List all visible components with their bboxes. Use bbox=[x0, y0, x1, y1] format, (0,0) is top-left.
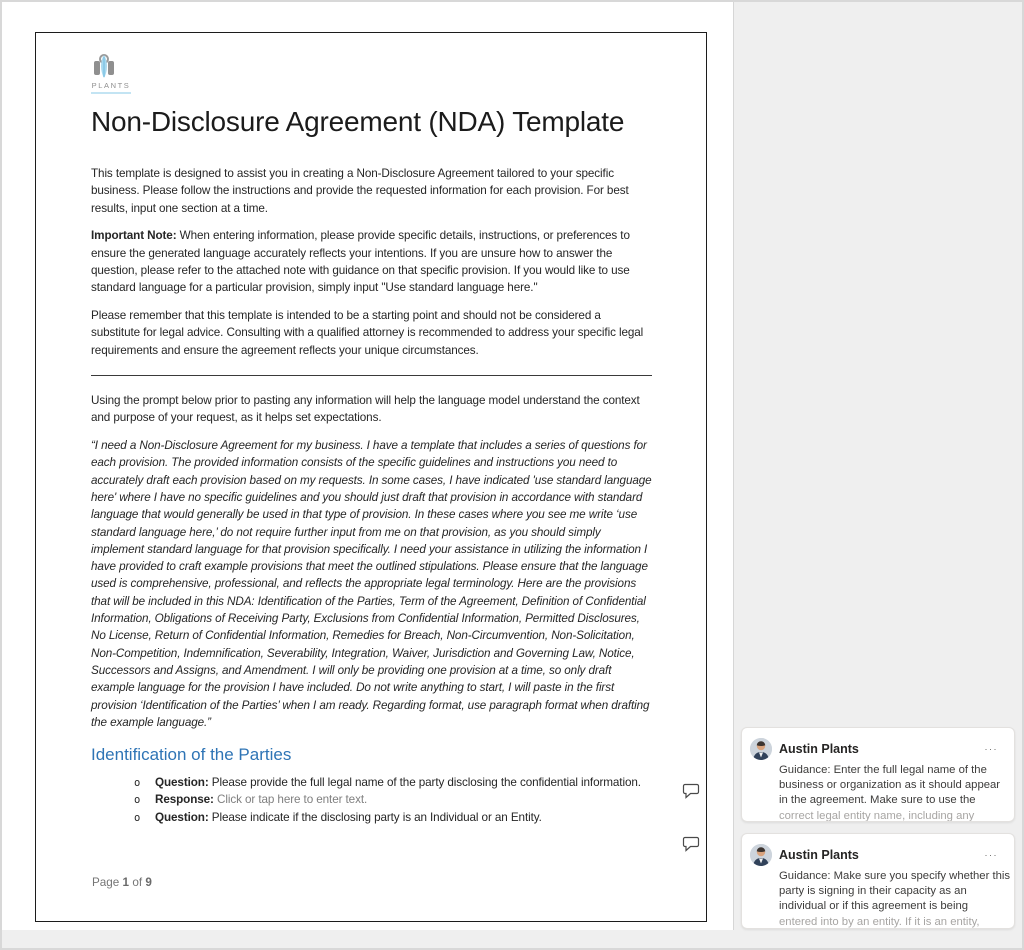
comment-text: Guidance: Enter the full legal name of the business or organization as it should appear in the agreement. Make sure to use the bbox=[779, 764, 1001, 807]
list-bullet: o bbox=[134, 811, 141, 824]
page-number-footer: Page 1 of 9 bbox=[92, 876, 152, 889]
comment-bubble-icon-2[interactable] bbox=[682, 836, 702, 852]
comment-author-name: Austin Plants bbox=[779, 742, 859, 756]
important-note-text: When entering information, please provide specific details, instructions, or preferences to ensure the generated language accurately reflects your intentions. If you are unsure how to answer the question, please refer to the attached note with guidance on that specific provision. If you would like to use standard language for a particular provision, simply input "Use standard language here." bbox=[91, 229, 630, 295]
current-page-number: 1 bbox=[122, 876, 130, 889]
response-label: Response: bbox=[155, 793, 214, 807]
disclaimer-paragraph: Please remember that this template is intended to be a starting point and should not be considered a substitute for legal advice. Consulting with a qualified attorney is recommended to address your specific legal requirements and ensure the agreement reflects your unique circumstances. bbox=[91, 309, 644, 357]
editor-canvas bbox=[2, 2, 734, 930]
logo-wordmark: PLANTS bbox=[91, 81, 131, 94]
document-page[interactable] bbox=[35, 32, 707, 922]
list-item-response bbox=[91, 791, 661, 808]
question-label: Question: bbox=[155, 776, 209, 790]
horizontal-divider bbox=[91, 375, 652, 376]
list-bullet: o bbox=[134, 777, 141, 790]
prompt-quote-paragraph: “I need a Non-Disclosure Agreement for my business. I have a template that includes a series of questions for each provision. The provided information consists of the specific guidelines and instructions you need to accurately draft each provision based on my requests. In some cases, I have indicated 'use standard language here' where I have no specific guidelines and you should just draft that provision in accordance with standard language that would generally be used in that type of provision. In these cases where you see me write ‘use standard language here,’ do not require further input from me on that provision, as you should simply implement standard language for that provision specifically. I need your assistance in utilizing the information I have provided to craft example provisions that meet the outlined stipulations. Please ensure that the language used is comprehensive, professional, and reflects the appropriate legal terminology. Here are the provisions that will be included in this NDA: Identification of the Parties, Term of the Agreement, Definition of Confidential Information, Obligations of Receiving Party, Exclusions from Confidential Information, Permitted Disclosures, No License, Return of Confidential Information, Remedies for Breach, Non-Circumvention, Non-Solicitation, Non-Competition, Indemnification, Severability, Integration, Waiver, Jurisdiction and Governing Law, Notice, Successors and Assigns, and Amendment. I will only be providing one provision at a time, so only draft example language for the provision I have included. Do not write anything to start, I will paste in the first provision ‘Identification of the Parties’ when I am ready. Regarding format, use paragraph format when drafting the example language.” bbox=[91, 439, 652, 729]
avatar bbox=[750, 844, 772, 866]
comment-card-2[interactable] bbox=[741, 833, 1015, 929]
section-heading-identification: Identification of the Parties bbox=[91, 745, 292, 765]
more-options-icon[interactable]: ··· bbox=[984, 849, 998, 860]
more-options-icon[interactable]: ··· bbox=[984, 743, 998, 754]
avatar bbox=[750, 738, 772, 760]
comment-card-1[interactable] bbox=[741, 727, 1015, 822]
comment-author-name: Austin Plants bbox=[779, 848, 859, 862]
question-text: Please provide the full legal name of the party disclosing the confidential information. bbox=[211, 776, 641, 790]
list-item-question-2 bbox=[91, 809, 661, 826]
company-logo bbox=[91, 53, 135, 94]
total-page-number: 9 bbox=[145, 876, 152, 889]
prompt-intro-paragraph: Using the prompt below prior to pasting any information will help the language model understand the context and purpose of your request, as it helps set expectations. bbox=[91, 393, 640, 425]
comment-text-faded: entered into by an entity. If it is an entity, bbox=[779, 915, 980, 928]
question-label: Question: bbox=[155, 810, 209, 824]
comment-text: Guidance: Make sure you specify whether this party is signing in their capacity as an individual or if this agreement is being bbox=[779, 870, 1011, 913]
plants-logo-icon bbox=[91, 53, 117, 80]
list-item-question-1 bbox=[91, 774, 661, 791]
comment-text-faded: correct legal entity name, including any bbox=[779, 809, 975, 822]
comment-bubble-icon-1[interactable] bbox=[682, 783, 702, 799]
response-input-placeholder[interactable]: Click or tap here to enter text. bbox=[217, 793, 368, 807]
important-note-label: Important Note: bbox=[91, 229, 177, 243]
question-list bbox=[91, 774, 666, 826]
document-title: Non-Disclosure Agreement (NDA) Template bbox=[91, 106, 625, 137]
question-text: Please indicate if the disclosing party is an Individual or an Entity. bbox=[211, 810, 542, 824]
important-note-paragraph bbox=[91, 227, 652, 296]
list-bullet: o bbox=[134, 794, 141, 807]
intro-paragraph: This template is designed to assist you in creating a Non-Disclosure Agreement tailored to your specific business. Please follow the instructions and provide the requested information for each provision. For best results, input one section at a time. bbox=[91, 167, 629, 215]
